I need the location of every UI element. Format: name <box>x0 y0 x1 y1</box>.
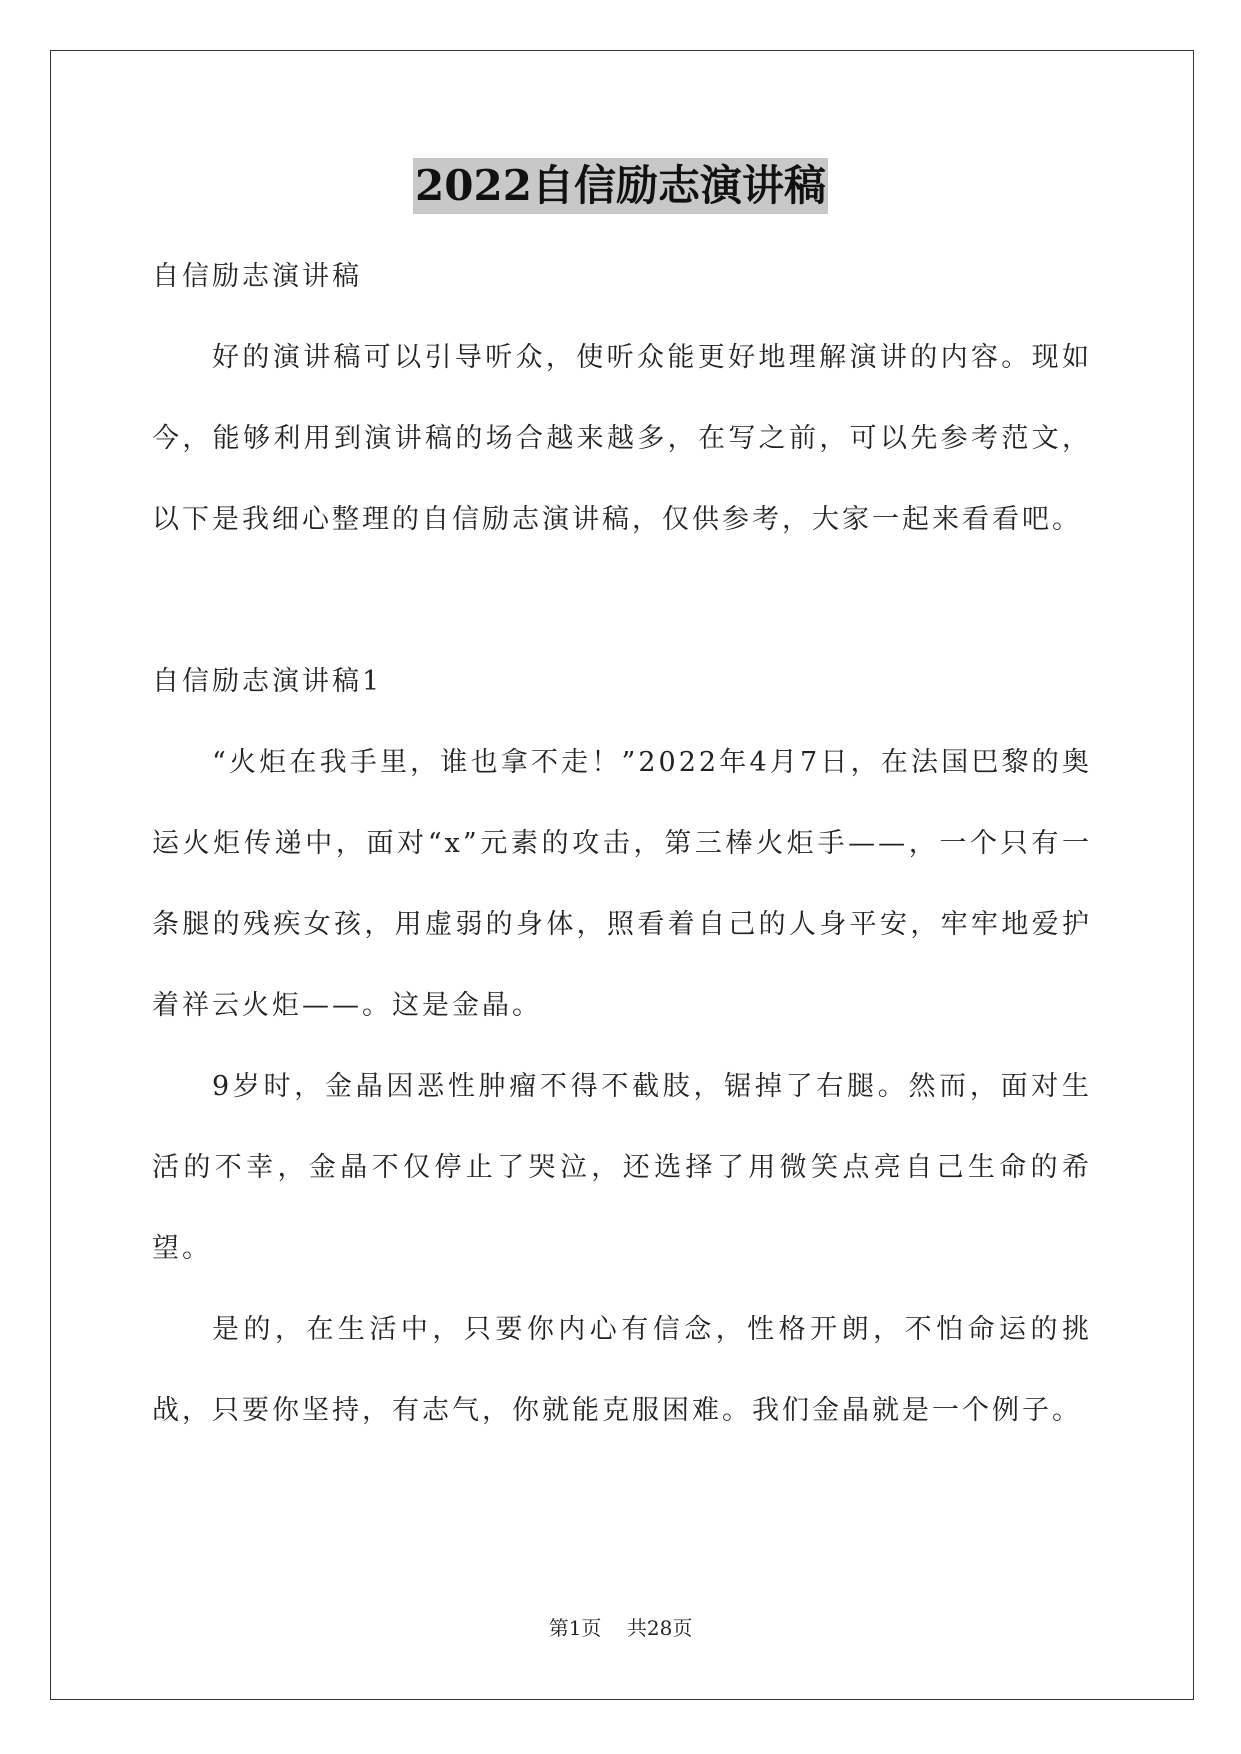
total-pages: 28 <box>646 1616 673 1640</box>
page-label-suffix: 页 <box>581 1616 602 1640</box>
page-footer <box>0 1612 1241 1641</box>
page-number: 1 <box>568 1616 582 1640</box>
intro-paragraph: 好的演讲稿可以引导听众，使听众能更好地理解演讲的内容。现如今，能够利用到演讲稿的场合越来越多，在写之前，可以先参考范文，以下是我细心整理的自信励志演讲稿，仅供参考，大家一起来看看吧。 <box>152 342 1092 535</box>
title-container <box>0 158 1241 214</box>
total-label-suffix: 页 <box>672 1616 693 1640</box>
page-label-prefix: 第 <box>548 1616 569 1640</box>
body-paragraph: “火炬在我手里，谁也拿不走！”2022年4月7日，在法国巴黎的奥运火炬传递中，面对“x”元素的攻击，第三棒火炬手——，一个只有一条腿的残疾女孩，用虚弱的身体，照看着自己的人身平安，牢牢地爱护着祥云火炬——。这是金晶。 <box>152 747 1092 1021</box>
section-heading: 自信励志演讲稿1 <box>152 666 383 697</box>
body-paragraph: 9岁时，金晶因恶性肿瘤不得不截肢，锯掉了右腿。然而，面对生活的不幸，金晶不仅停止了哭泣，还选择了用微笑点亮自己生命的希望。 <box>152 1071 1092 1264</box>
body-paragraph: 是的，在生活中，只要你内心有信念，性格开朗，不怕命运的挑战，只要你坚持，有志气，你就能克服困难。我们金晶就是一个例子。 <box>152 1314 1092 1426</box>
total-label-prefix: 共 <box>626 1616 647 1640</box>
document-title: 2022自信励志演讲稿 <box>413 158 828 214</box>
document-body <box>152 236 1092 1451</box>
document-subtitle: 自信励志演讲稿 <box>152 261 362 292</box>
